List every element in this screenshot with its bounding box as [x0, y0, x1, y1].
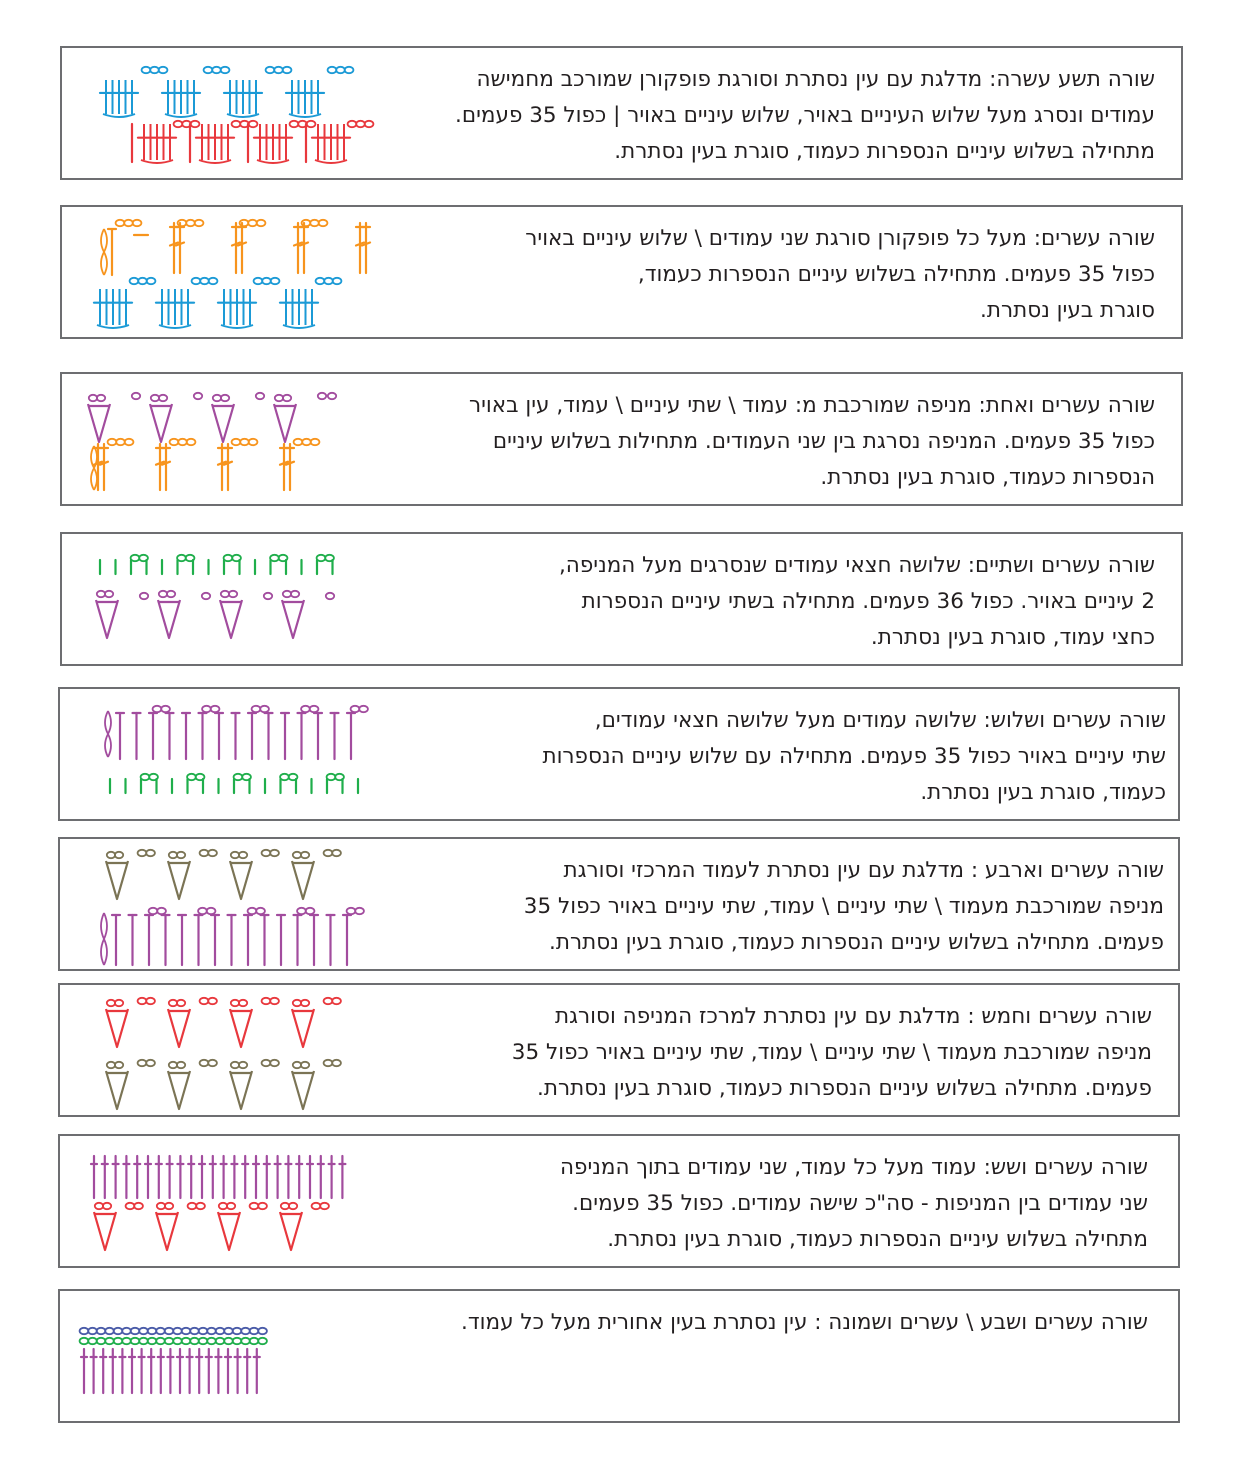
popcorn-stitch-icon [106, 80, 132, 114]
popcorn-stitch-icon [230, 80, 256, 114]
chain-icon [302, 439, 311, 445]
fan-stitch-icon [292, 1071, 314, 1109]
chain-icon [207, 908, 216, 914]
chain-icon [146, 1060, 155, 1066]
chain-icon [270, 555, 279, 561]
chain-icon [196, 1203, 205, 1209]
chain-icon [148, 1338, 157, 1344]
chain-icon [264, 593, 272, 599]
row-23-line-2: שתי עיניים באויר כפול 35 פעמים. מתחילה עם שלוש עיניים הנספרות [542, 744, 1166, 769]
row-21-line-1: שורה עשרים ואחת: מניפה שמורכבת מ: עמוד \ שתי עיניים \ עמוד, עין באויר [468, 393, 1155, 418]
chain-icon [328, 393, 336, 399]
chain-icon [257, 220, 266, 226]
chain-icon [262, 278, 271, 284]
chain-icon [182, 1338, 191, 1344]
chain-icon [139, 1338, 148, 1344]
row-26-line-3: מתחילה בשלוש עיניים הנספרות כעמוד, סוגרת בעין נסתרת. [607, 1227, 1148, 1252]
fan-stitch-icon [218, 1212, 240, 1250]
row-23-line-1: שורה עשרים ושלוש: שלושה עמודים מעל שלושה חצאי עמודים, [594, 708, 1166, 733]
chain-icon [258, 1203, 267, 1209]
row-19-diagram [98, 66, 378, 170]
chain-icon [260, 706, 269, 712]
chain-icon [170, 439, 179, 445]
chain-icon [200, 1060, 209, 1066]
chain-icon [262, 1060, 271, 1066]
fan-stitch-icon [96, 600, 118, 638]
chain-icon [224, 555, 233, 561]
chain-icon [131, 1328, 140, 1334]
fan-stitch-icon [106, 1009, 128, 1047]
chain-icon [191, 121, 200, 127]
chain-icon [190, 1338, 199, 1344]
chain-icon [138, 998, 147, 1004]
chain-icon [153, 706, 162, 712]
fan-stitch-icon [230, 1009, 252, 1047]
chain-icon [258, 1338, 267, 1344]
chain-icon [88, 1338, 97, 1344]
fan-stitch-icon [292, 861, 314, 899]
chain-icon [262, 850, 271, 856]
row-21-text [469, 388, 1155, 496]
fan-stitch-icon [168, 1009, 190, 1047]
chain-icon [324, 278, 333, 284]
chain-icon [311, 439, 320, 445]
chain-icon [138, 278, 147, 284]
chain-icon [207, 1328, 216, 1334]
fan-stitch-icon [106, 1071, 128, 1109]
row-24-line-1: שורה עשרים וארבע : מדלגת עם עין נסתרת לעמוד המרכזי וסורגת [563, 858, 1164, 883]
chain-icon [132, 393, 140, 399]
row-22-line-2: 2 עיניים באויר. כפול 36 פעמים. מתחילה בשתי עיניים הנספרות [581, 589, 1155, 614]
chain-icon [328, 67, 337, 73]
chain-icon [320, 1203, 329, 1209]
popcorn-stitch-icon [292, 80, 318, 114]
popcorn-base-icon [141, 160, 173, 163]
chain-icon [306, 908, 315, 914]
chain-icon [114, 1338, 123, 1344]
chain-icon [252, 706, 261, 712]
fan-stitch-icon [156, 1212, 178, 1250]
chain-icon [124, 220, 133, 226]
chain-icon [108, 439, 117, 445]
chain-icon [157, 908, 166, 914]
fan-stitch-icon [158, 600, 180, 638]
chain-icon [327, 774, 336, 780]
popcorn-stitch-icon [162, 289, 188, 325]
chain-icon [194, 393, 202, 399]
chain-icon [192, 278, 201, 284]
row-25-line-2: מניפה שמורכבת מעמוד \ שתי עיניים \ עמוד, שתי עיניים באויר כפול 35 [511, 1040, 1152, 1065]
chain-icon [204, 67, 213, 73]
popcorn-stitch-icon [144, 124, 170, 160]
chain-icon [290, 121, 299, 127]
chain-icon [233, 1338, 242, 1344]
chain-icon [319, 220, 328, 226]
chain-icon [134, 1203, 143, 1209]
row-27-28-card [58, 1289, 1180, 1423]
chain-icon [332, 850, 341, 856]
chain-icon [202, 593, 210, 599]
chain-icon [80, 1338, 89, 1344]
chain-icon [355, 908, 364, 914]
chain-icon [250, 1338, 259, 1344]
row-21-card [60, 372, 1183, 506]
chain-icon [174, 121, 183, 127]
chain-icon [351, 706, 360, 712]
chain-icon [248, 908, 257, 914]
chain-icon [324, 1060, 333, 1066]
chain-icon [195, 220, 204, 226]
turning-chain-icon [101, 913, 107, 965]
row-24-text [524, 853, 1164, 961]
chain-icon [186, 220, 195, 226]
row-20-diagram [92, 215, 372, 331]
chain-icon [105, 1338, 114, 1344]
popcorn-stitch-icon [286, 289, 312, 325]
popcorn-stitch-icon [224, 289, 250, 325]
chain-icon [326, 593, 334, 599]
row-24-card [58, 837, 1180, 971]
row-27-28-text [461, 1305, 1148, 1341]
chain-icon [336, 67, 345, 73]
chain-icon [241, 1338, 250, 1344]
row-25-line-3: פעמים. מתחילה בשלוש עיניים הנספרות כעמוד, סוגרת בעין נסתרת. [537, 1076, 1152, 1101]
chain-icon [224, 1338, 233, 1344]
popcorn-stitch-icon [260, 124, 286, 160]
chain-icon [105, 1328, 114, 1334]
fan-stitch-icon [292, 1009, 314, 1047]
chain-icon [318, 393, 326, 399]
chain-icon [307, 121, 316, 127]
chain-icon [274, 67, 283, 73]
fan-stitch-icon [94, 1212, 116, 1250]
row-22-line-3: כחצי עמוד, סוגרת בעין נסתרת. [870, 625, 1155, 650]
chain-icon [116, 220, 125, 226]
chain-icon [297, 908, 306, 914]
chain-icon [131, 1338, 140, 1344]
chain-icon [283, 67, 292, 73]
chain-icon [199, 1338, 208, 1344]
chain-icon [317, 555, 326, 561]
chain-icon [332, 1060, 341, 1066]
chain-icon [356, 121, 365, 127]
chain-icon [126, 1203, 135, 1209]
row-25-card [58, 983, 1180, 1117]
row-19-line-2: עמודים ונסרג מעל שלוש העיניים באויר, שלוש עיניים באויר | כפול 35 פעמים. [454, 103, 1155, 128]
chain-icon [200, 850, 209, 856]
chain-icon [190, 1328, 199, 1334]
chain-icon [270, 1060, 279, 1066]
chain-icon [150, 67, 159, 73]
chain-icon [138, 850, 147, 856]
chain-icon [316, 278, 325, 284]
popcorn-base-icon [289, 114, 321, 117]
chain-icon [324, 998, 333, 1004]
fan-stitch-icon [106, 861, 128, 899]
chain-icon [173, 1338, 182, 1344]
row-21-line-3: הנספרות כעמוד, סוגרת בעין נסתרת. [820, 465, 1155, 490]
chain-icon [256, 393, 264, 399]
chain-icon [208, 998, 217, 1004]
popcorn-base-icon [97, 325, 129, 328]
popcorn-base-icon [103, 114, 135, 117]
chain-icon [256, 908, 265, 914]
row-19-line-3: מתחילה בשלוש עיניים הנספרות כעמוד, סוגרת בעין נסתרת. [614, 139, 1155, 164]
chain-icon [125, 439, 134, 445]
chain-icon [232, 439, 241, 445]
chain-icon [177, 555, 186, 561]
chain-icon [266, 67, 275, 73]
turning-chain-icon [105, 711, 111, 757]
popcorn-stitch-icon [168, 80, 194, 114]
fan-stitch-icon [274, 404, 296, 442]
popcorn-base-icon [221, 325, 253, 328]
chain-icon [80, 1328, 89, 1334]
chain-icon [301, 706, 310, 712]
row-22-text [559, 548, 1155, 656]
chain-icon [241, 1328, 250, 1334]
chain-icon [332, 998, 341, 1004]
chain-icon [249, 121, 258, 127]
row-24-diagram [98, 845, 388, 969]
chain-icon [146, 998, 155, 1004]
fan-stitch-icon [282, 600, 304, 638]
chain-icon [262, 998, 271, 1004]
row-22-line-1: שורה עשרים ושתיים: שלושה חצאי עמודים שנסרגים מעל המניפה, [558, 553, 1155, 578]
row-20-line-3: סוגרת בעין נסתרת. [980, 298, 1155, 323]
chain-icon [280, 774, 289, 780]
chain-icon [138, 1060, 147, 1066]
popcorn-base-icon [227, 114, 259, 117]
popcorn-base-icon [159, 325, 191, 328]
row-26-diagram [88, 1152, 388, 1256]
chain-icon [250, 1328, 259, 1334]
chain-icon [131, 555, 140, 561]
chain-icon [232, 121, 241, 127]
row-19-card [60, 46, 1183, 180]
row-21-line-2: כפול 35 פעמים. המניפה נסרגת בין שני העמודים. מתחילות בשלוש עיניים [492, 429, 1155, 454]
fan-stitch-icon [150, 404, 172, 442]
chain-icon [345, 67, 354, 73]
chain-icon [130, 278, 139, 284]
chain-icon [161, 706, 170, 712]
row-22-diagram [92, 556, 372, 646]
fan-stitch-icon [230, 861, 252, 899]
chain-icon [141, 774, 150, 780]
popcorn-base-icon [315, 160, 347, 163]
chain-icon [187, 774, 196, 780]
popcorn-base-icon [199, 160, 231, 163]
fan-stitch-icon [88, 404, 110, 442]
row-26-line-1: שורה עשרים ושש: עמוד מעל כל עמוד, שני עמודים בתוך המניפה [560, 1155, 1148, 1180]
row-27-28-line-1: שורה עשרים ושבע \ עשרים ושמונה : עין נסתרת בעין אחורית מעל כל עמוד. [461, 1310, 1148, 1335]
row-24-line-3: פעמים. מתחילה בשלוש עיניים הנספרות כעמוד, סוגרת בעין נסתרת. [549, 930, 1164, 955]
chain-icon [333, 278, 342, 284]
turning-chain-icon [101, 229, 107, 275]
fan-stitch-icon [280, 1212, 302, 1250]
chain-icon [97, 1328, 106, 1334]
chain-icon [139, 1328, 148, 1334]
row-23-line-3: כעמוד, סוגרת בעין נסתרת. [920, 780, 1166, 805]
chain-icon [250, 1203, 259, 1209]
row-25-text [512, 999, 1152, 1107]
chain-icon [200, 998, 209, 1004]
row-19-line-1: שורה תשע עשרה: מדלגת עם עין נסתרת וסורגת פופקורן שמורכב מחמישה [476, 67, 1155, 92]
popcorn-base-icon [165, 114, 197, 117]
row-23-text [542, 703, 1166, 811]
chain-icon [165, 1338, 174, 1344]
row-20-line-1: שורה עשרים: מעל כל פופקורן סורגת שני עמודים \ שלוש עיניים באויר [525, 226, 1155, 251]
chain-icon [202, 706, 211, 712]
row-22-card [60, 532, 1183, 666]
chain-icon [133, 220, 142, 226]
chain-icon [234, 774, 243, 780]
row-26-line-2: שני עמודים בין המניפות - סה"כ שישה עמודים. כפול 35 פעמים. [572, 1191, 1148, 1216]
chain-icon [248, 220, 257, 226]
chain-icon [249, 439, 258, 445]
chain-icon [199, 1328, 208, 1334]
popcorn-stitch-icon [100, 289, 126, 325]
fan-stitch-icon [168, 1071, 190, 1109]
chain-icon [312, 1203, 321, 1209]
chain-icon [240, 439, 249, 445]
chain-icon [348, 121, 357, 127]
chain-icon [324, 850, 333, 856]
chain-icon [310, 220, 319, 226]
chain-icon [88, 1328, 97, 1334]
chain-icon [178, 439, 187, 445]
chain-icon [270, 998, 279, 1004]
chain-icon [258, 1328, 267, 1334]
chain-icon [347, 908, 356, 914]
row-20-line-2: כפול 35 פעמים. מתחילה בשלוש עיניים הנספרות כעמוד, [637, 262, 1155, 287]
chain-icon [188, 1203, 197, 1209]
chain-icon [216, 1328, 225, 1334]
chain-icon [294, 439, 303, 445]
chain-icon [198, 908, 207, 914]
row-20-card [60, 205, 1183, 339]
chain-icon [310, 706, 319, 712]
chain-icon [114, 1328, 123, 1334]
popcorn-base-icon [257, 160, 289, 163]
chain-icon [200, 278, 209, 284]
chain-icon [97, 1338, 106, 1344]
row-26-card [58, 1134, 1180, 1268]
chain-icon [147, 278, 156, 284]
chain-icon [212, 67, 221, 73]
row-23-card [58, 687, 1180, 821]
chain-icon [156, 1338, 165, 1344]
chain-icon [270, 850, 279, 856]
chain-icon [233, 1328, 242, 1334]
popcorn-base-icon [283, 325, 315, 328]
row-27-28-diagram [80, 1327, 330, 1397]
chain-icon [156, 1328, 165, 1334]
chain-icon [271, 278, 280, 284]
chain-icon [359, 706, 368, 712]
chain-icon [140, 593, 148, 599]
popcorn-stitch-icon [318, 124, 344, 160]
chain-icon [254, 278, 263, 284]
row-25-diagram [98, 995, 388, 1113]
chain-icon [142, 67, 151, 73]
chain-icon [208, 850, 217, 856]
chain-icon [365, 121, 374, 127]
row-21-diagram [84, 386, 374, 494]
chain-icon [207, 1338, 216, 1344]
chain-icon [146, 850, 155, 856]
chain-icon [159, 67, 168, 73]
row-25-line-1: שורה עשרים וחמש : מדלגת עם עין נסתרת למרכז המניפה וסורגת [555, 1004, 1152, 1029]
chain-icon [216, 1338, 225, 1344]
chain-icon [116, 439, 125, 445]
fan-stitch-icon [220, 600, 242, 638]
chain-icon [149, 908, 158, 914]
chain-icon [148, 1328, 157, 1334]
chain-icon [122, 1328, 131, 1334]
popcorn-stitch-icon [202, 124, 228, 160]
chain-icon [182, 1328, 191, 1334]
fan-stitch-icon [168, 861, 190, 899]
chain-icon [211, 706, 220, 712]
chain-icon [221, 67, 230, 73]
row-20-text [525, 221, 1155, 329]
row-19-text [455, 62, 1155, 170]
chain-icon [209, 278, 218, 284]
chain-icon [187, 439, 196, 445]
fan-stitch-icon [230, 1071, 252, 1109]
row-26-text [560, 1150, 1148, 1258]
chain-icon [208, 1060, 217, 1066]
turning-chain-icon [91, 446, 97, 490]
chain-icon [165, 1328, 174, 1334]
chain-icon [224, 1328, 233, 1334]
chain-icon [122, 1338, 131, 1344]
chain-icon [173, 1328, 182, 1334]
fan-stitch-icon [212, 404, 234, 442]
row-23-diagram [100, 703, 390, 809]
row-24-line-2: מניפה שמורכבת מעמוד \ שתי עיניים \ עמוד, שתי עיניים באויר כפול 35 [523, 894, 1164, 919]
